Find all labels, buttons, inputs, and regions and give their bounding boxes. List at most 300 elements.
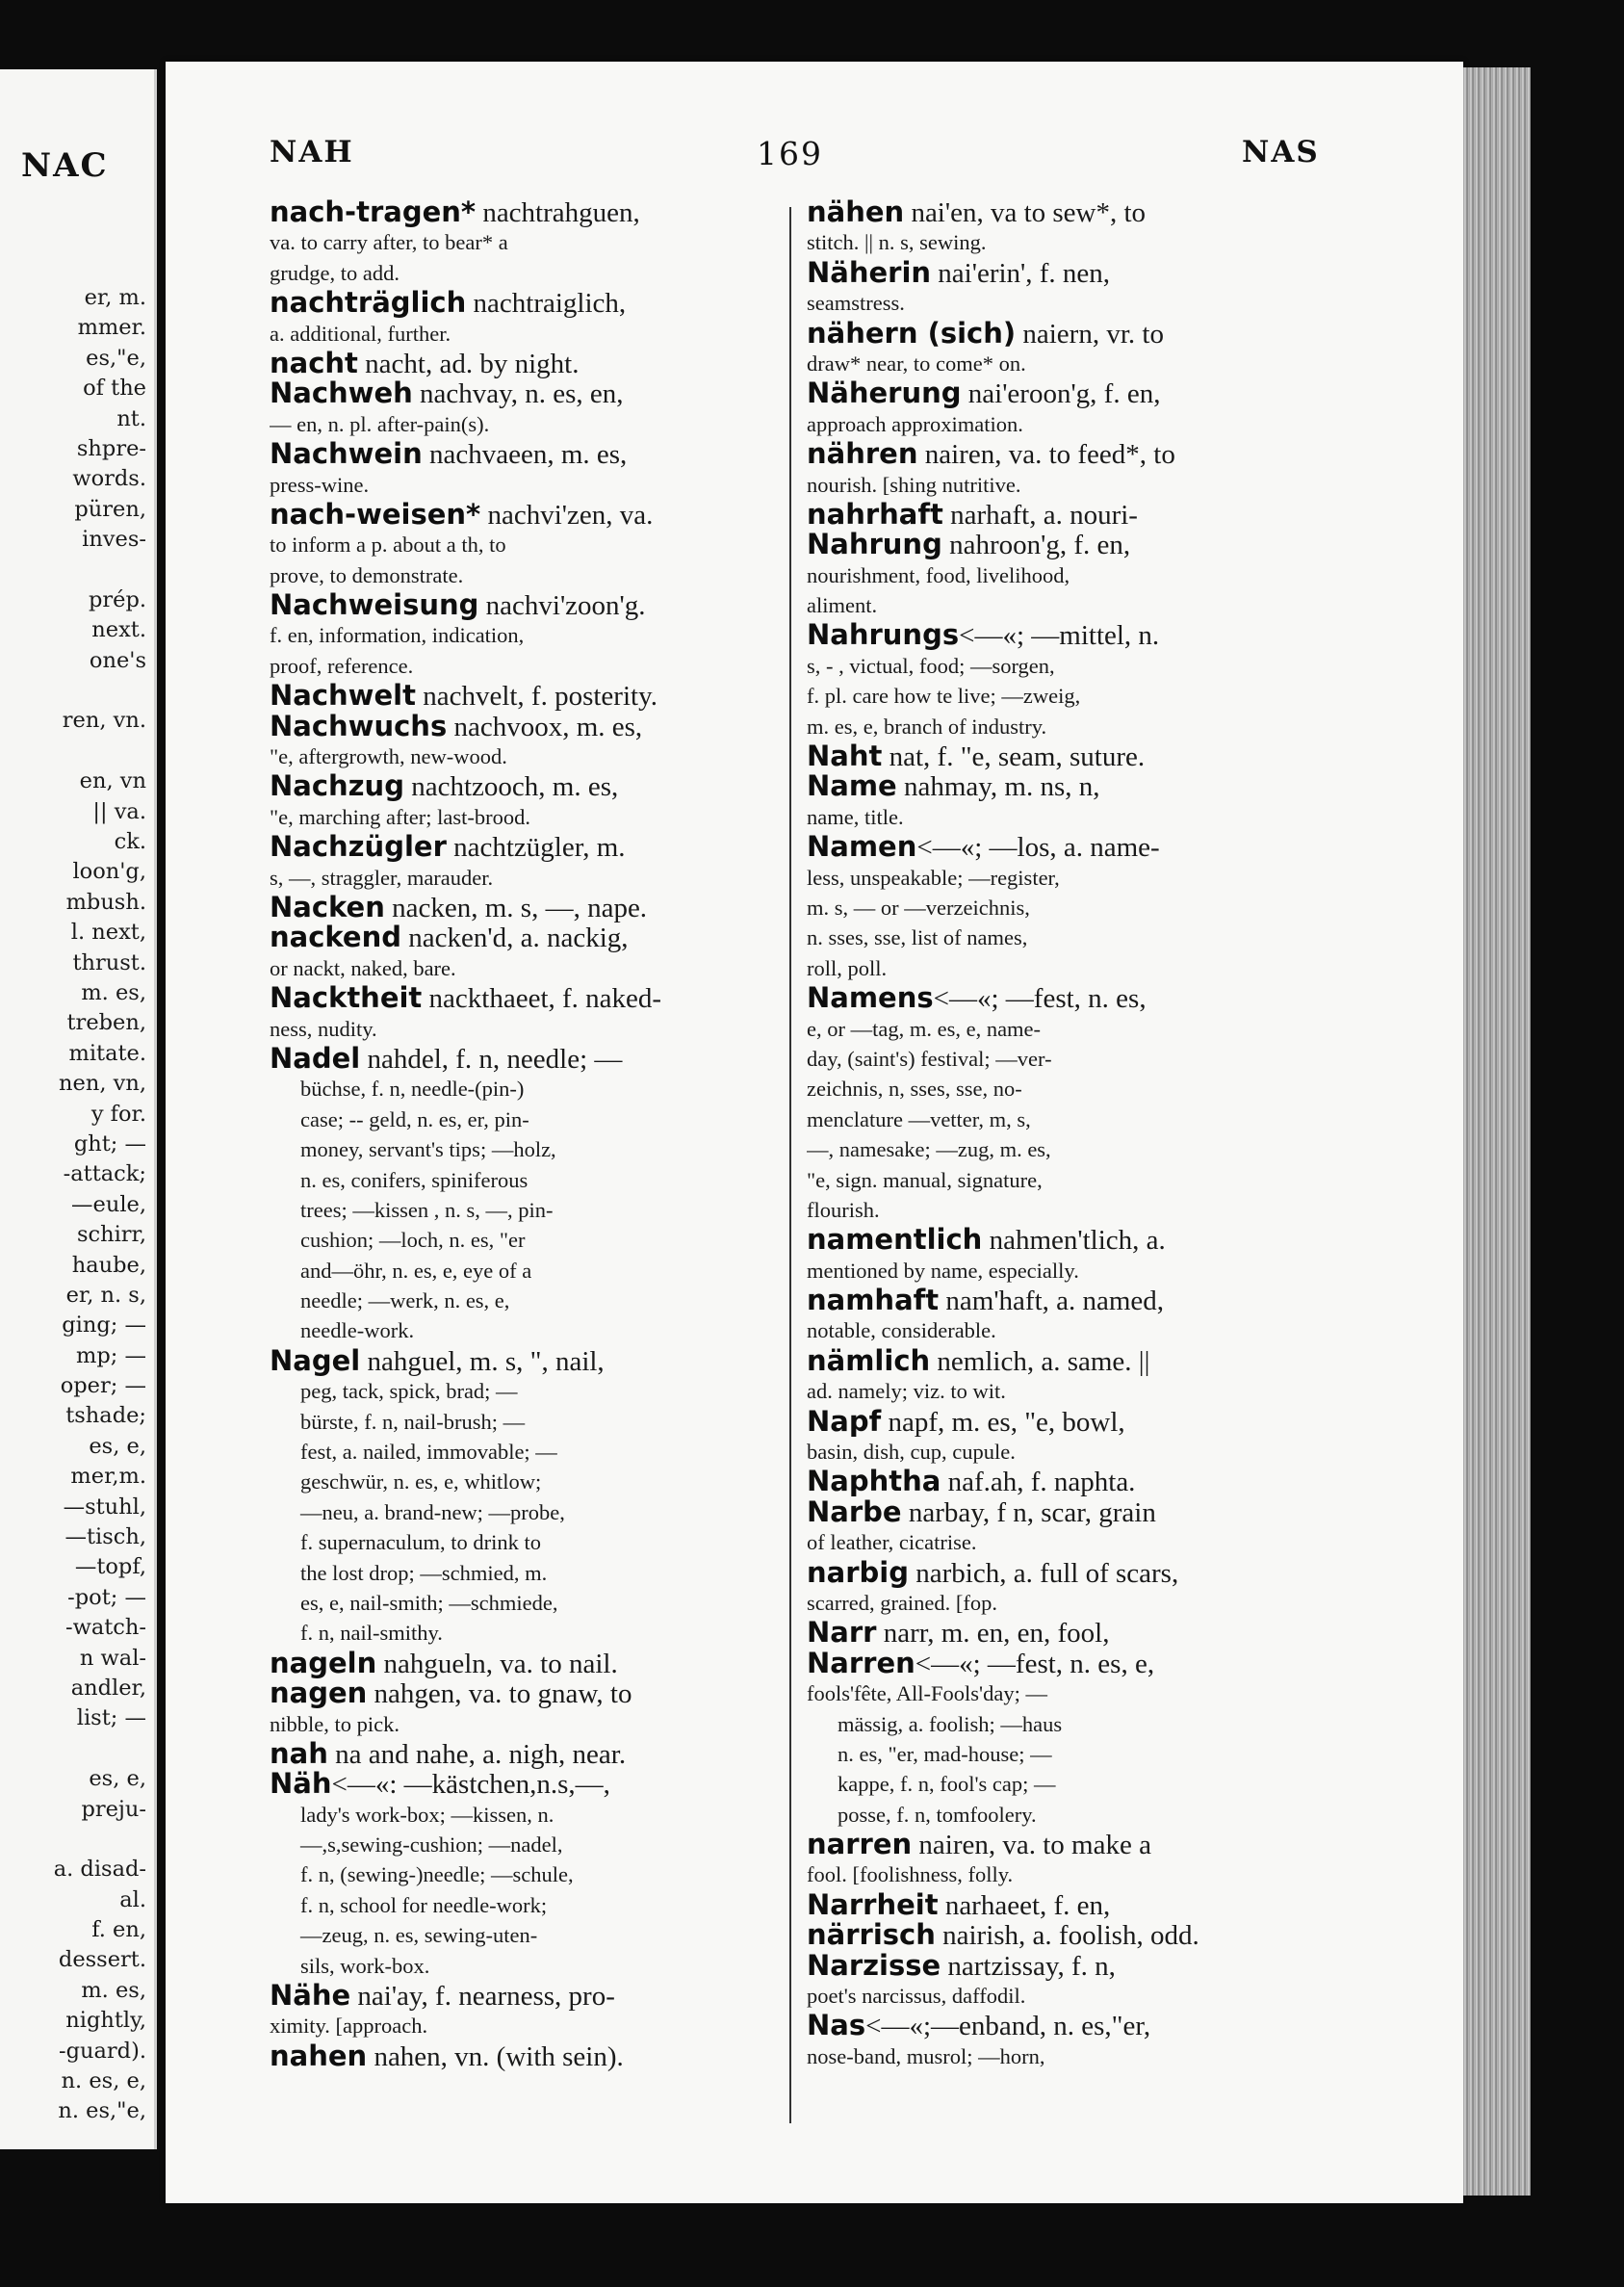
fragment-line: thrust. bbox=[72, 949, 146, 975]
entry-line bbox=[270, 1739, 774, 1769]
headword: nageln bbox=[270, 1648, 377, 1679]
fragment-line: mer,m. bbox=[70, 1464, 146, 1490]
entry-text: approach approximation. bbox=[807, 411, 1023, 436]
entry-line bbox=[807, 771, 1323, 801]
entry-line bbox=[270, 832, 774, 862]
entry-line bbox=[270, 1678, 774, 1708]
entry-line bbox=[807, 620, 1323, 650]
entry-text: trees; —kissen , n. s, —, pin- bbox=[300, 1197, 554, 1222]
entry-text: flourish. bbox=[807, 1197, 880, 1222]
entry-text: nachvi'zoon'g. bbox=[478, 590, 646, 621]
entry-line bbox=[270, 1769, 774, 1799]
entry-text: day, (saint's) festival; —ver- bbox=[807, 1046, 1052, 1071]
entry-text: notable, considerable. bbox=[807, 1318, 996, 1343]
entry-line bbox=[807, 983, 1323, 1013]
previous-page-fragment bbox=[0, 69, 157, 2149]
entry-text: prove, to demonstrate. bbox=[270, 562, 464, 587]
entry-text: <—«; —mittel, n. bbox=[959, 620, 1160, 651]
continuation-line bbox=[270, 409, 774, 439]
fragment-line: loon'g, bbox=[72, 859, 146, 885]
continuation-line bbox=[270, 1437, 774, 1467]
entry-text: va. to carry after, to bear* a bbox=[270, 230, 508, 255]
fragment-line: en, vn bbox=[79, 768, 146, 794]
continuation-line bbox=[270, 560, 774, 590]
entry-text: nai'en, va to sew*, to bbox=[904, 197, 1147, 228]
entry-text: nourishment, food, livelihood, bbox=[807, 562, 1070, 587]
entry-text: narbich, a. full of scars, bbox=[908, 1557, 1179, 1588]
entry-text: lady's work-box; —kissen, n. bbox=[300, 1802, 554, 1827]
entry-text: m. es, e, branch of industry. bbox=[807, 714, 1047, 739]
entry-text: <—«; —fest, n. es, e, bbox=[915, 1648, 1155, 1679]
continuation-line bbox=[807, 560, 1323, 590]
entry-line bbox=[807, 1407, 1323, 1437]
continuation-line bbox=[807, 2041, 1323, 2071]
headword: nahrhaft bbox=[807, 499, 943, 531]
headword: nämlich bbox=[807, 1345, 931, 1377]
entry-text: —,s,sewing-cushion; —nadel, bbox=[300, 1832, 563, 1858]
fragment-line: preju- bbox=[81, 1796, 146, 1822]
entry-text: na and nahe, a. nigh, near. bbox=[327, 1738, 627, 1770]
entry-text: aliment. bbox=[807, 593, 878, 618]
entry-line bbox=[270, 923, 774, 952]
fragment-line: —tisch, bbox=[64, 1524, 146, 1550]
entry-line bbox=[807, 439, 1323, 469]
entry-text: —neu, a. brand-new; —probe, bbox=[300, 1499, 565, 1524]
continuation-line bbox=[270, 227, 774, 257]
entry-text: naf.ah, f. naphta. bbox=[941, 1467, 1136, 1497]
continuation-line bbox=[270, 802, 774, 832]
headword: Nahrungs bbox=[807, 620, 960, 651]
headword: Narr bbox=[807, 1618, 877, 1649]
fragment-line: ren, vn. bbox=[62, 708, 146, 734]
continuation-line bbox=[807, 1074, 1323, 1104]
entry-text: fest, a. nailed, immovable; — bbox=[300, 1440, 557, 1465]
entry-text: f. pl. care how te live; —zweig, bbox=[807, 684, 1081, 709]
entry-text: f. supernaculum, to drink to bbox=[300, 1530, 541, 1555]
headword: Narbe bbox=[807, 1496, 902, 1528]
entry-text: menclature —vetter, m, s, bbox=[807, 1106, 1031, 1131]
fragment-line: -pot; — bbox=[67, 1584, 146, 1610]
fragment-line: m. es, bbox=[81, 979, 146, 1005]
right-column bbox=[807, 197, 1323, 2071]
continuation-line bbox=[807, 227, 1323, 257]
continuation-line bbox=[807, 651, 1323, 681]
entry-text: case; -- geld, n. es, er, pin- bbox=[300, 1106, 529, 1131]
continuation-line bbox=[807, 1165, 1323, 1195]
entry-text: nahmen'tlich, a. bbox=[982, 1225, 1166, 1256]
headword: namentlich bbox=[807, 1225, 983, 1256]
continuation-line bbox=[807, 1981, 1323, 2011]
continuation-line bbox=[807, 681, 1323, 711]
entry-text: <—«: —kästchen,n.s,—, bbox=[331, 1769, 610, 1800]
entry-text: nacht, ad. by night. bbox=[357, 348, 580, 379]
previous-page-header: NAC bbox=[21, 146, 109, 185]
entry-text: nahmay, m. ns, n, bbox=[896, 771, 1100, 802]
headword: Nachzügler bbox=[270, 832, 447, 863]
fragment-line: mmer. bbox=[77, 315, 146, 341]
continuation-line bbox=[270, 1527, 774, 1557]
entry-text: seamstress. bbox=[807, 291, 905, 316]
entry-text: f. n, school for needle-work; bbox=[300, 1892, 548, 1917]
entry-line bbox=[270, 893, 774, 923]
entry-line bbox=[807, 1649, 1323, 1678]
continuation-line bbox=[807, 409, 1323, 439]
continuation-line bbox=[270, 1256, 774, 1286]
entry-text: nam'haft, a. named, bbox=[939, 1286, 1165, 1316]
continuation-line bbox=[270, 1951, 774, 1981]
headword: Näherin bbox=[807, 257, 932, 289]
entry-text: proof, reference. bbox=[270, 653, 414, 678]
entry-line bbox=[807, 319, 1323, 349]
headword: Nachwelt bbox=[270, 681, 416, 712]
entry-text: to inform a p. about a th, to bbox=[270, 533, 506, 558]
continuation-line bbox=[807, 1315, 1323, 1345]
continuation-line bbox=[270, 1588, 774, 1618]
continuation-line bbox=[807, 1044, 1323, 1074]
continuation-line bbox=[270, 1618, 774, 1648]
continuation-line bbox=[807, 1800, 1323, 1830]
fragment-line bbox=[0, 556, 146, 585]
fragment-line: es, e, bbox=[89, 1766, 146, 1792]
entry-text: mässig, a. foolish; —haus bbox=[838, 1711, 1063, 1736]
continuation-line bbox=[270, 953, 774, 983]
continuation-line bbox=[270, 1800, 774, 1830]
entry-line bbox=[807, 378, 1323, 408]
fragment-line: n. es, e, bbox=[61, 2068, 146, 2094]
continuation-line bbox=[807, 1105, 1323, 1134]
entry-text: money, servant's tips; —holz, bbox=[300, 1137, 556, 1162]
headword: nach-tragen* bbox=[270, 197, 477, 228]
continuation-line bbox=[270, 1709, 774, 1739]
fragment-line bbox=[0, 1825, 146, 1855]
fragment-line: ging; — bbox=[62, 1312, 146, 1338]
entry-line bbox=[807, 1286, 1323, 1315]
continuation-line bbox=[807, 712, 1323, 741]
continuation-line bbox=[807, 1437, 1323, 1467]
fragment-line: al. bbox=[119, 1886, 146, 1912]
entry-text: naiern, vr. to bbox=[1016, 318, 1164, 349]
fragment-line: dessert. bbox=[58, 1947, 146, 1973]
continuation-line bbox=[270, 319, 774, 349]
entry-line bbox=[807, 258, 1323, 288]
entry-text: napf, m. es, "e, bowl, bbox=[881, 1406, 1125, 1438]
continuation-line bbox=[807, 1376, 1323, 1406]
headword: Nachwuchs bbox=[270, 711, 448, 742]
column-divider bbox=[789, 207, 791, 2123]
fragment-line: -attack; bbox=[63, 1161, 146, 1187]
entry-text: needle-work. bbox=[300, 1318, 415, 1343]
headword: Namens bbox=[807, 983, 934, 1014]
entry-line bbox=[807, 2011, 1323, 2040]
continuation-line bbox=[807, 1859, 1323, 1889]
headword: Namen bbox=[807, 832, 917, 863]
entry-text: nachtzügler, m. bbox=[446, 832, 626, 863]
headword: Näherung bbox=[807, 378, 962, 409]
entry-text: —zeug, n. es, sewing-uten- bbox=[300, 1923, 538, 1948]
continuation-line bbox=[270, 1286, 774, 1315]
entry-line bbox=[807, 1890, 1323, 1920]
entry-line bbox=[807, 1920, 1323, 1950]
entry-text: nai'eroon'g, f. en, bbox=[961, 378, 1161, 409]
entry-text: sils, work-box. bbox=[300, 1953, 430, 1978]
entry-text: ad. namely; viz. to wit. bbox=[807, 1379, 1006, 1404]
fragment-line: —topf, bbox=[74, 1554, 146, 1580]
headword: Nacktheit bbox=[270, 983, 423, 1014]
entry-text: less, unspeakable; —register, bbox=[807, 865, 1060, 890]
continuation-line bbox=[270, 530, 774, 559]
fragment-line: püren, bbox=[74, 496, 146, 522]
continuation-line bbox=[807, 1195, 1323, 1225]
entry-text: f. en, information, indication, bbox=[270, 623, 525, 648]
headword: Naht bbox=[807, 741, 883, 772]
continuation-line bbox=[807, 893, 1323, 923]
fragment-line bbox=[0, 676, 146, 706]
entry-text: nahgen, va. to gnaw, to bbox=[367, 1678, 632, 1709]
headword: Narzisse bbox=[807, 1950, 941, 1982]
entry-text: narbay, f n, scar, grain bbox=[901, 1496, 1156, 1528]
fragment-line: a. disad- bbox=[53, 1857, 146, 1883]
entry-line bbox=[270, 1649, 774, 1678]
entry-text: nourish. [shing nutritive. bbox=[807, 472, 1021, 497]
entry-text: nairish, a. foolish, odd. bbox=[935, 1920, 1199, 1951]
fragment-line: er, n. s, bbox=[65, 1282, 146, 1308]
entry-text: nemlich, a. same. || bbox=[930, 1345, 1150, 1377]
headword: Naphtha bbox=[807, 1467, 941, 1497]
fragment-line: haube, bbox=[71, 1252, 146, 1278]
entry-line bbox=[807, 832, 1323, 862]
continuation-line bbox=[270, 1134, 774, 1164]
entry-line bbox=[270, 1346, 774, 1376]
fragment-line: —stuhl, bbox=[63, 1494, 146, 1520]
continuation-line bbox=[807, 1256, 1323, 1286]
entry-line bbox=[807, 1467, 1323, 1496]
fragment-line: nightly, bbox=[65, 2008, 146, 2034]
fragment-line: mp; — bbox=[76, 1342, 146, 1368]
entry-line bbox=[807, 1618, 1323, 1648]
entry-text: — en, n. pl. after-pain(s). bbox=[270, 411, 490, 436]
fragment-line: er, m. bbox=[84, 285, 146, 310]
entry-text: fools'fête, All-Fools'day; — bbox=[807, 1681, 1047, 1706]
continuation-line bbox=[270, 651, 774, 681]
continuation-line bbox=[270, 1830, 774, 1859]
headword: nackend bbox=[270, 923, 401, 953]
entry-text: nahgueln, va. to nail. bbox=[376, 1648, 618, 1679]
entry-text: grudge, to add. bbox=[270, 260, 400, 285]
headword: nahen bbox=[270, 2040, 368, 2072]
entry-line bbox=[270, 1044, 774, 1074]
fragment-line: -guard). bbox=[59, 2038, 146, 2064]
entry-text: stitch. || n. s, sewing. bbox=[807, 230, 987, 255]
continuation-line bbox=[270, 863, 774, 893]
entry-text: nackthaeet, f. naked- bbox=[422, 983, 662, 1014]
fragment-line bbox=[0, 1734, 146, 1764]
headword: Nachweisung bbox=[270, 590, 479, 621]
fragment-line: andler, bbox=[70, 1675, 146, 1701]
continuation-line bbox=[807, 590, 1323, 620]
entry-text: poet's narcissus, daffodil. bbox=[807, 1984, 1026, 2009]
continuation-line bbox=[807, 1588, 1323, 1618]
continuation-line bbox=[270, 1890, 774, 1920]
running-head-left: NAH bbox=[270, 135, 354, 169]
entry-text: nachvaeen, m. es, bbox=[422, 439, 628, 470]
headword: Nachweh bbox=[270, 378, 413, 409]
entry-line bbox=[807, 1830, 1323, 1859]
entry-text: nose-band, musrol; —horn, bbox=[807, 2043, 1045, 2068]
entry-text: m. s, — or —verzeichnis, bbox=[807, 895, 1030, 920]
continuation-line bbox=[270, 620, 774, 650]
continuation-line bbox=[270, 258, 774, 288]
fragment-line: es, e, bbox=[89, 1433, 146, 1459]
entry-text: "e, aftergrowth, new-wood. bbox=[270, 744, 507, 769]
continuation-line bbox=[807, 1739, 1323, 1769]
entry-text: nachtrahguen, bbox=[476, 197, 640, 228]
entry-text: narhaft, a. nouri- bbox=[942, 499, 1138, 531]
fragment-line: shpre- bbox=[76, 435, 146, 461]
entry-line bbox=[270, 349, 774, 378]
continuation-line bbox=[270, 1014, 774, 1044]
continuation-line bbox=[807, 923, 1323, 952]
entry-text: "e, sign. manual, signature, bbox=[807, 1167, 1043, 1192]
fragment-line: n wal- bbox=[79, 1645, 146, 1671]
entry-text: f. n, nail-smithy. bbox=[300, 1621, 443, 1646]
fragment-line: next. bbox=[91, 617, 146, 643]
entry-text: nai'ay, f. nearness, pro- bbox=[350, 1981, 615, 2012]
entry-line bbox=[807, 1225, 1323, 1255]
continuation-line bbox=[270, 1315, 774, 1345]
fragment-line: —eule, bbox=[71, 1191, 146, 1217]
entry-text: s, —, straggler, marauder. bbox=[270, 865, 494, 890]
entry-text: nahguel, m. s, ", nail, bbox=[360, 1345, 605, 1377]
entry-text: f. n, (sewing-)needle; —schule, bbox=[300, 1862, 574, 1887]
entry-text: s, - , victual, food; —sorgen, bbox=[807, 653, 1055, 678]
entry-text: nahen, vn. (with sein). bbox=[367, 2040, 624, 2072]
continuation-line bbox=[807, 1678, 1323, 1708]
fragment-line: mitate. bbox=[68, 1040, 146, 1066]
headword: Napf bbox=[807, 1406, 882, 1438]
fragment-line: words. bbox=[72, 466, 146, 492]
continuation-line bbox=[270, 470, 774, 500]
continuation-line bbox=[807, 953, 1323, 983]
continuation-line bbox=[807, 1527, 1323, 1557]
entry-text: press-wine. bbox=[270, 472, 370, 497]
headword: namhaft bbox=[807, 1286, 940, 1316]
headword: nah bbox=[270, 1738, 328, 1770]
entry-text: narr, m. en, en, fool, bbox=[876, 1618, 1110, 1649]
entry-text: nachvelt, f. posterity. bbox=[415, 681, 657, 712]
headword: Narren bbox=[807, 1648, 915, 1679]
fragment-line: f. en, bbox=[91, 1917, 146, 1943]
continuation-line bbox=[270, 1497, 774, 1527]
continuation-line bbox=[807, 863, 1323, 893]
entry-line bbox=[807, 1558, 1323, 1588]
fragment-line bbox=[0, 737, 146, 767]
entry-text: bürste, f. n, nail-brush; — bbox=[300, 1409, 526, 1434]
entry-text: nai'erin', f. nen, bbox=[931, 257, 1111, 289]
entry-text: nachvoox, m. es, bbox=[447, 711, 643, 742]
fragment-line: inves- bbox=[82, 527, 146, 553]
entry-text: mentioned by name, especially. bbox=[807, 1258, 1079, 1283]
headword: narbig bbox=[807, 1557, 909, 1588]
entry-text: cushion; —loch, n. es, "er bbox=[300, 1228, 526, 1253]
entry-line bbox=[270, 197, 774, 227]
headword: narren bbox=[807, 1830, 913, 1860]
continuation-line bbox=[270, 1165, 774, 1195]
continuation-line bbox=[807, 1709, 1323, 1739]
entry-text: fool. [foolishness, folly. bbox=[807, 1862, 1014, 1887]
entry-text: nartzissay, f. n, bbox=[941, 1950, 1116, 1982]
continuation-line bbox=[270, 1105, 774, 1134]
entry-line bbox=[270, 590, 774, 620]
fragment-line: nt. bbox=[116, 405, 146, 431]
fragment-line: ght; — bbox=[73, 1131, 146, 1156]
fragment-line: one's bbox=[89, 647, 146, 673]
entry-text: a. additional, further. bbox=[270, 321, 451, 346]
entry-line bbox=[270, 771, 774, 801]
entry-text: nibble, to pick. bbox=[270, 1711, 400, 1736]
fragment-line: ck. bbox=[114, 829, 146, 855]
entry-line bbox=[807, 530, 1323, 559]
continuation-line bbox=[270, 1376, 774, 1406]
entry-text: peg, tack, spick, brad; — bbox=[300, 1379, 518, 1404]
fragment-line: list; — bbox=[76, 1705, 146, 1731]
entry-text: the lost drop; —schmied, m. bbox=[300, 1560, 548, 1585]
entry-line bbox=[807, 1951, 1323, 1981]
continuation-line bbox=[270, 1558, 774, 1588]
entry-text: draw* near, to come* on. bbox=[807, 351, 1026, 376]
entry-line bbox=[807, 1346, 1323, 1376]
fragment-line: tshade; bbox=[65, 1403, 146, 1429]
fragment-line: l. next, bbox=[70, 920, 146, 946]
headword: nähren bbox=[807, 439, 918, 470]
entry-text: nat, f. "e, seam, suture. bbox=[882, 741, 1146, 772]
headword: nähern (sich) bbox=[807, 318, 1017, 349]
entry-text: name, title. bbox=[807, 804, 904, 829]
entry-text: roll, poll. bbox=[807, 955, 888, 980]
entry-line bbox=[270, 288, 774, 318]
headword: Nadel bbox=[270, 1043, 361, 1075]
fragment-line: prép. bbox=[88, 586, 146, 612]
continuation-line bbox=[807, 802, 1323, 832]
entry-line bbox=[807, 741, 1323, 771]
headword: Name bbox=[807, 771, 897, 802]
entry-text: ness, nudity. bbox=[270, 1016, 377, 1041]
entry-text: nachtzooch, m. es, bbox=[403, 771, 619, 802]
headword: Narrheit bbox=[807, 1889, 939, 1921]
headword: nach-weisen* bbox=[270, 499, 481, 531]
headword: Nas bbox=[807, 2011, 866, 2041]
continuation-line bbox=[270, 741, 774, 771]
entry-text: nachvi'zen, va. bbox=[480, 499, 654, 531]
entry-text: kappe, f. n, fool's cap; — bbox=[838, 1772, 1056, 1797]
entry-line bbox=[270, 500, 774, 530]
entry-line bbox=[807, 1497, 1323, 1527]
entry-text: or nackt, naked, bare. bbox=[270, 955, 456, 980]
entry-text: zeichnis, n, sses, sse, no- bbox=[807, 1077, 1022, 1102]
entry-text: nahroon'g, f. en, bbox=[941, 530, 1131, 560]
entry-line bbox=[270, 681, 774, 711]
fragment-line: -watch- bbox=[64, 1615, 146, 1641]
entry-text: e, or —tag, m. es, e, name- bbox=[807, 1016, 1042, 1041]
headword: Näh bbox=[270, 1769, 332, 1800]
fragment-line: treben, bbox=[66, 1010, 146, 1036]
continuation-line bbox=[270, 1074, 774, 1104]
entry-text: scarred, grained. [fop. bbox=[807, 1590, 998, 1615]
entry-text: <—«;—enband, n. es,"er, bbox=[865, 2011, 1151, 2041]
continuation-line bbox=[807, 1014, 1323, 1044]
entry-text: es, e, nail-smith; —schmiede, bbox=[300, 1590, 558, 1615]
entry-text: —, namesake; —zug, m. es, bbox=[807, 1137, 1051, 1162]
fragment-line: es,"e, bbox=[86, 345, 146, 371]
